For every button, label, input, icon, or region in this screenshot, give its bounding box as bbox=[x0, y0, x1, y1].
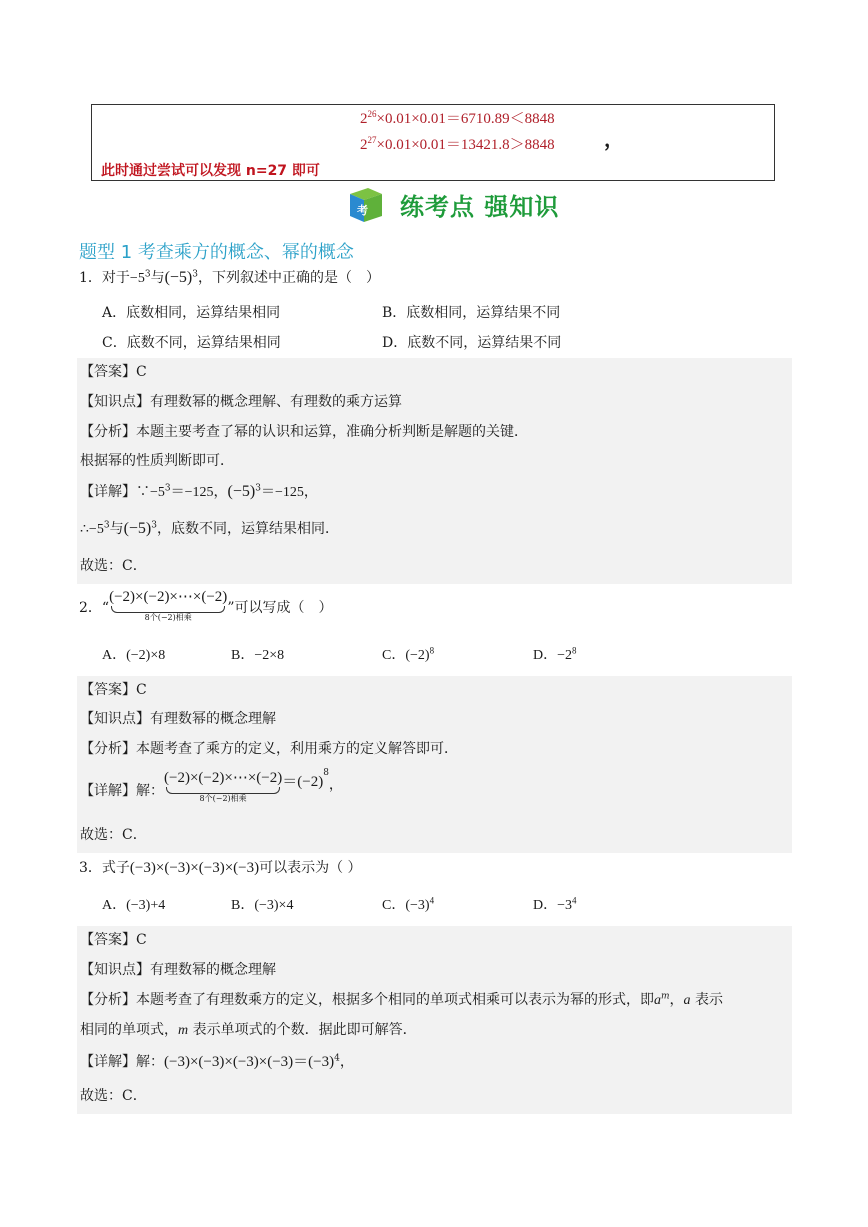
q3-knowledge: 【知识点】有理数幂的概念理解 bbox=[80, 962, 276, 978]
equation-2: $2^{27}\times 0.01\times 0.01=13421.8>8848$ bbox=[360, 135, 555, 153]
q2-option-c[interactable]: C．$(-2)^8$ bbox=[382, 645, 435, 663]
equation-1: $2^{26}\times 0.01\times 0.01=6710.89<8848$ bbox=[360, 109, 555, 127]
question-2: 2．“ (−2)×(−2)×⋯×(−2) 8个(−2)相乘 ”可以写成（ ） bbox=[79, 589, 333, 622]
q3-analysis-2: 相同的单项式，m 表示单项式的个数．据此即可解答． bbox=[80, 1022, 417, 1038]
box-note: 此时通过尝试可以发现 n=27 即可 bbox=[101, 163, 320, 179]
q1-option-a[interactable]: A．底数相同，运算结果相同 bbox=[102, 305, 281, 321]
q3-answer-block bbox=[77, 926, 792, 1114]
q1-answer: 【答案】C bbox=[80, 364, 147, 380]
q2-answer: 【答案】C bbox=[80, 682, 147, 698]
q3-option-b[interactable]: B．(−3)×4 bbox=[231, 898, 294, 913]
q3-answer: 【答案】C bbox=[80, 932, 147, 948]
svg-text:考: 考 bbox=[357, 204, 368, 217]
q2-analysis: 【分析】本题考查了乘方的定义，利用乘方的定义解答即可． bbox=[80, 741, 458, 757]
q2-choice: 故选：C． bbox=[80, 827, 147, 843]
question-3: 3．式子(−3)×(−3)×(−3)×(−3)可以表示为（ ） bbox=[79, 860, 362, 876]
q1-analysis-2: 根据幂的性质判断即可． bbox=[80, 453, 234, 469]
q1-option-b[interactable]: B．底数相同，运算结果不同 bbox=[382, 305, 561, 321]
q1-detail: 【详解】$\because-5^3=-125$，$(-5)^3=-125$， bbox=[80, 483, 318, 500]
q2-underbrace-expr: (−2)×(−2)×⋯×(−2) 8个(−2)相乘 bbox=[109, 589, 228, 622]
q2-option-d[interactable]: D．$-2^8$ bbox=[533, 645, 577, 663]
question-1: 1．对于$-5^3$与$(-5)^3$，下列叙述中正确的是（ ） bbox=[79, 269, 380, 286]
q1-choice: 故选：C． bbox=[80, 558, 147, 574]
q1-answer-block bbox=[77, 358, 792, 584]
equation-comma: ， bbox=[604, 127, 624, 151]
q3-detail: 【详解】解：$(-3)\times(-3)\times(-3)\times(-3)=(-3)^4$， bbox=[80, 1053, 354, 1070]
q2-answer-block bbox=[77, 676, 792, 853]
q2-detail: 【详解】解： (−2)×(−2)×⋯×(−2) 8个(−2)相乘 $=(-2)^8$， bbox=[80, 768, 343, 803]
banner-title: 练考点 强知识 bbox=[400, 193, 560, 221]
section-title: 题型 1 考查乘方的概念、幂的概念 bbox=[79, 242, 354, 263]
q3-option-c[interactable]: C．$(-3)^4$ bbox=[382, 895, 435, 913]
q1-analysis: 【分析】本题主要考查了幂的认识和运算，准确分析判断是解题的关键． bbox=[80, 424, 528, 440]
q1-option-d[interactable]: D．底数不同，运算结果不同 bbox=[382, 335, 562, 351]
q1-option-c[interactable]: C．底数不同，运算结果相同 bbox=[102, 335, 281, 351]
q2-knowledge: 【知识点】有理数幂的概念理解 bbox=[80, 711, 276, 727]
q3-choice: 故选：C． bbox=[80, 1088, 147, 1104]
q3-option-a[interactable]: A．(−3)+4 bbox=[102, 898, 166, 913]
q3-analysis: 【分析】本题考查了有理数乘方的定义，根据多个相同的单项式相乘可以表示为幂的形式，即$a^m$，a 表示 bbox=[80, 991, 723, 1008]
q2-option-b[interactable]: B．−2×8 bbox=[231, 648, 285, 663]
q1-knowledge: 【知识点】有理数幂的概念理解、有理数的乘方运算 bbox=[80, 394, 402, 410]
q3-option-d[interactable]: D．$-3^4$ bbox=[533, 895, 577, 913]
exam-cube-icon bbox=[346, 184, 384, 224]
q2-option-a[interactable]: A．(−2)×8 bbox=[102, 648, 166, 663]
q2-detail-underbrace: (−2)×(−2)×⋯×(−2) 8个(−2)相乘 bbox=[164, 770, 283, 803]
solution-box bbox=[91, 104, 775, 181]
q1-therefore: $\therefore-5^3$与$(-5)^3$，底数不同，运算结果相同． bbox=[80, 520, 339, 537]
